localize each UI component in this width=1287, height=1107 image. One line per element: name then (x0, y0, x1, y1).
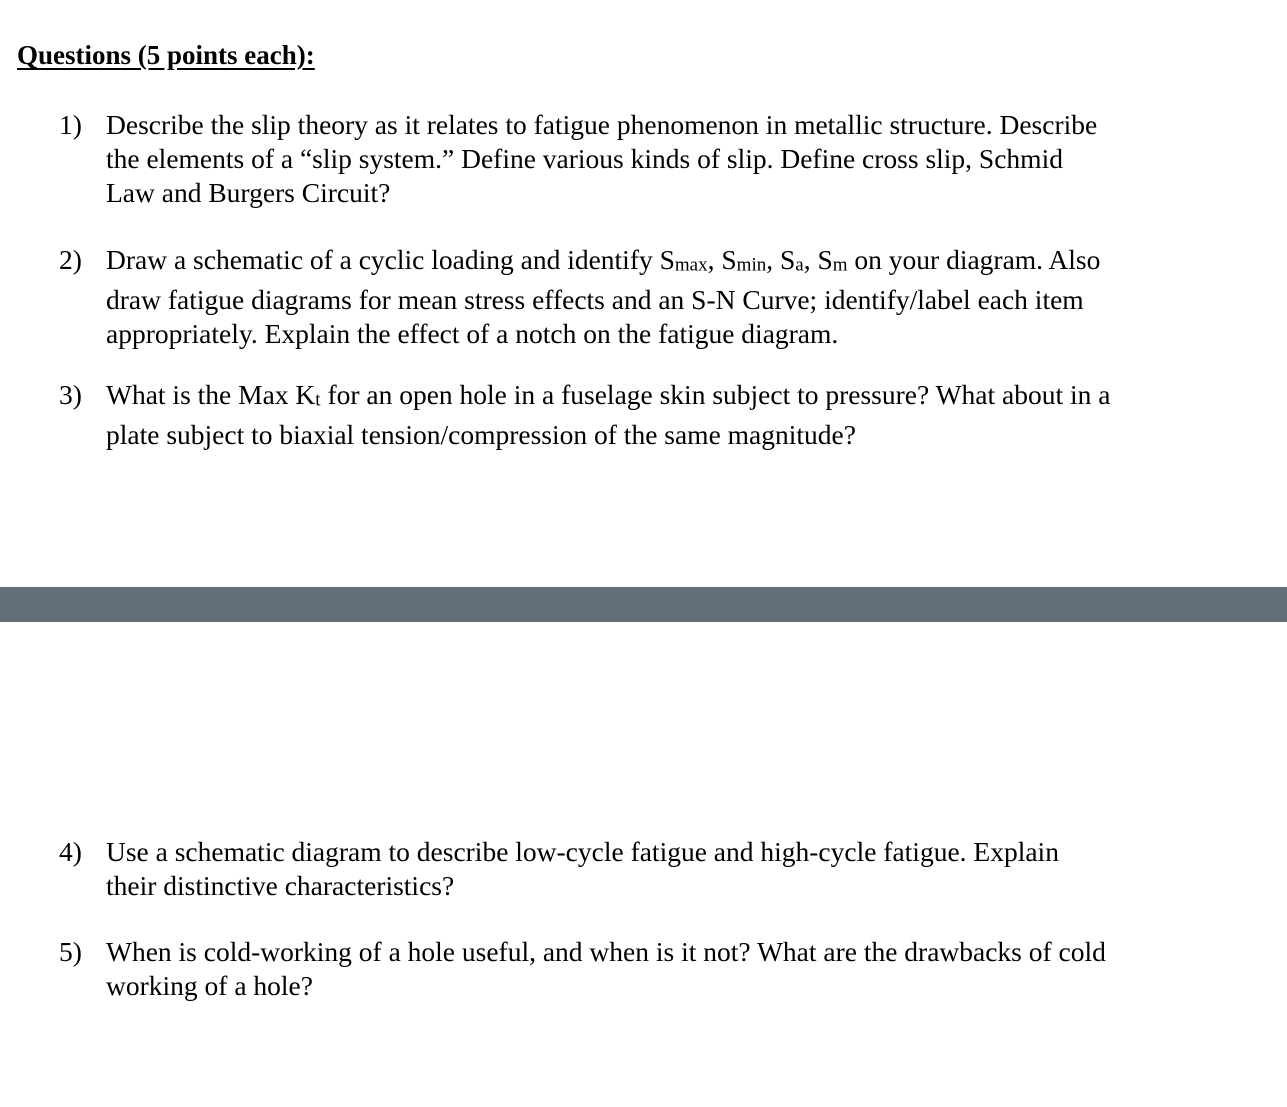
line-text: for an open hole in a fuselage skin subject to pressure? What about in a (320, 379, 1111, 410)
question-line: plate subject to biaxial tension/compression of the same magnitude? (106, 418, 856, 450)
symbol-base: S (817, 244, 833, 275)
question-number: 1) (59, 109, 82, 140)
question-number: 2) (59, 244, 82, 275)
question-text (106, 378, 1239, 452)
symbol-base: K (295, 379, 316, 410)
stress-symbol-sm (817, 244, 847, 275)
question-5 (59, 935, 1239, 1003)
symbol-base: S (779, 244, 796, 275)
stress-concentration-symbol-kt (295, 379, 320, 410)
question-1 (59, 108, 1239, 210)
question-line (106, 243, 1239, 283)
question-line: Use a schematic diagram to describe low-cycle fatigue and high-cycle fatigue. Explain (106, 836, 1059, 867)
stress-symbol-smin (721, 244, 766, 275)
question-4 (59, 835, 1239, 903)
symbol-base: S (721, 244, 737, 275)
question-line: When is cold-working of a hole useful, and when is it not? What are the drawbacks of cold (106, 936, 1106, 967)
question-line: their distinctive characteristics? (106, 870, 455, 901)
question-text (106, 835, 1239, 903)
question-line (106, 378, 1239, 418)
symbol-subscript: a (795, 254, 804, 276)
question-line: appropriately. Explain the effect of a notch on the fatigue diagram. (106, 317, 839, 349)
page-divider-bar (0, 587, 1287, 622)
separator: , (803, 244, 818, 275)
symbol-subscript: m (832, 254, 848, 276)
symbol-base: S (659, 244, 675, 275)
question-2 (59, 243, 1239, 351)
question-line: the elements of a “slip system.” Define various kinds of slip. Define cross slip, Schmid (106, 143, 1063, 174)
question-line: Describe the slip theory as it relates to fatigue phenomenon in metallic structure. Describe (106, 109, 1098, 140)
question-text (106, 243, 1239, 351)
question-line: working of a hole? (106, 970, 313, 1001)
line-text: Draw a schematic of a cyclic loading and identify (106, 244, 660, 275)
symbol-subscript: max (674, 254, 708, 276)
symbol-subscript: min (736, 254, 767, 276)
symbol-subscript: t (315, 389, 321, 411)
question-text (106, 935, 1239, 1003)
line-text: What is the Max (106, 379, 296, 410)
separator: , (766, 244, 780, 275)
page-bottom-section (0, 622, 1287, 1107)
stress-symbol-smax (660, 244, 708, 275)
question-number: 5) (59, 936, 82, 967)
question-line: Law and Burgers Circuit? (106, 177, 391, 208)
question-number: 3) (59, 379, 82, 410)
questions-heading: Questions (5 points each): (17, 40, 315, 70)
question-number: 4) (59, 836, 82, 867)
line-text: on your diagram. Also (847, 244, 1101, 275)
question-3 (59, 378, 1239, 452)
question-text (106, 108, 1239, 210)
question-line: draw fatigue diagrams for mean stress effects and an S-N Curve; identify/label each item (106, 283, 1084, 315)
separator: , (707, 244, 722, 275)
stress-symbol-sa (780, 244, 804, 275)
